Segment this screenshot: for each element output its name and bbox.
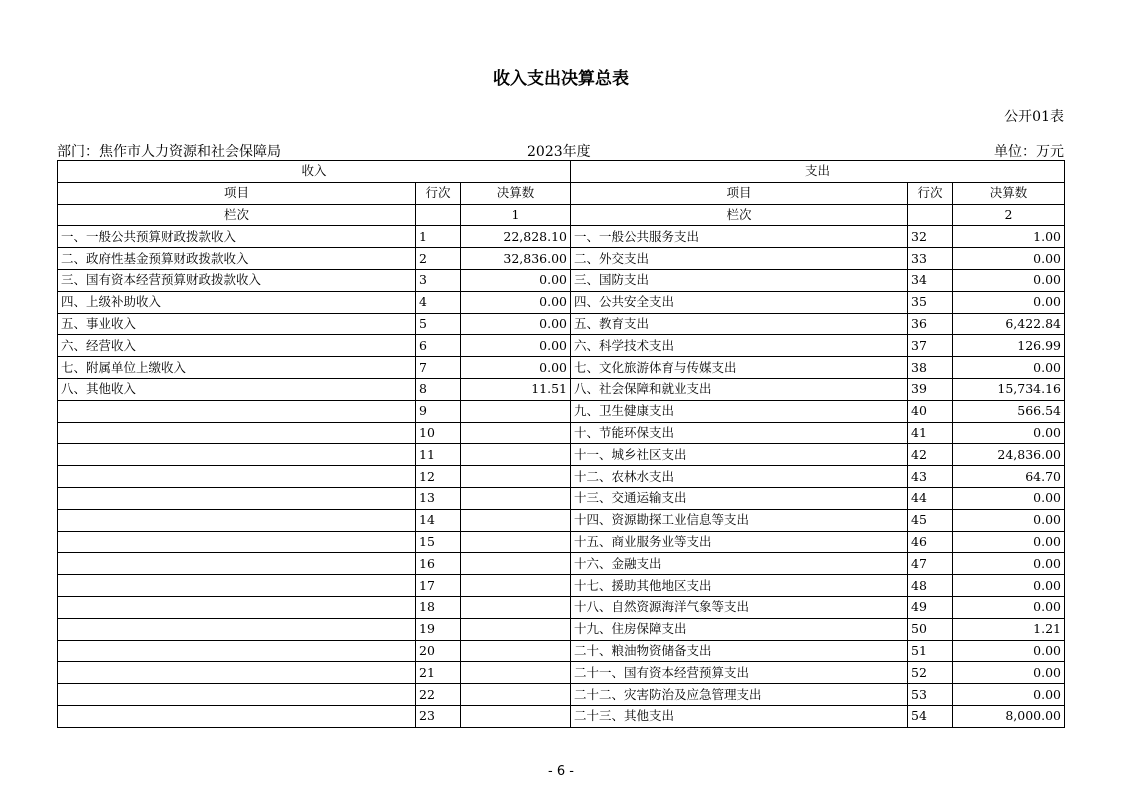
income-amount-cell: 0.00 — [461, 269, 571, 291]
income-rowno-cell: 23 — [416, 705, 461, 727]
table-row — [58, 248, 1065, 270]
expense-amount-cell: 6,422.84 — [953, 313, 1065, 335]
expense-item-cell: 二十、粮油物资储备支出 — [571, 640, 908, 662]
page-number: - 6 - — [548, 764, 574, 779]
income-amount-cell — [461, 575, 571, 597]
income-amount-cell — [461, 444, 571, 466]
expense-item-cell: 十、节能环保支出 — [571, 422, 908, 444]
expense-amount-cell: 566.54 — [953, 400, 1065, 422]
table-row — [58, 466, 1065, 488]
expense-item-cell: 二、外交支出 — [571, 248, 908, 270]
table-row — [58, 487, 1065, 509]
table-row — [58, 444, 1065, 466]
table-row — [58, 313, 1065, 335]
expense-item-cell: 十三、交通运输支出 — [571, 487, 908, 509]
income-amount-cell — [461, 662, 571, 684]
table-row — [58, 553, 1065, 575]
income-item-cell — [58, 684, 416, 706]
income-column-number: 1 — [461, 204, 571, 226]
expense-amount-cell: 0.00 — [953, 357, 1065, 379]
income-rowno-cell: 1 — [416, 226, 461, 248]
table-row — [58, 531, 1065, 553]
expense-rowno-cell: 49 — [908, 596, 953, 618]
expense-amount-cell: 0.00 — [953, 684, 1065, 706]
column-index-row — [58, 204, 1065, 226]
income-rowno-cell: 2 — [416, 248, 461, 270]
income-amount-cell: 32,836.00 — [461, 248, 571, 270]
empty-cell — [416, 204, 461, 226]
expense-amount-cell: 0.00 — [953, 531, 1065, 553]
expense-amount-cell: 1.00 — [953, 226, 1065, 248]
income-rowno-cell: 11 — [416, 444, 461, 466]
expense-amount-cell: 126.99 — [953, 335, 1065, 357]
table-row — [58, 335, 1065, 357]
table-row — [58, 575, 1065, 597]
income-item-cell — [58, 400, 416, 422]
income-amount-cell — [461, 400, 571, 422]
income-rowno-cell: 22 — [416, 684, 461, 706]
income-item-cell — [58, 509, 416, 531]
expense-rowno-cell: 41 — [908, 422, 953, 444]
expense-item-cell: 二十一、国有资本经营预算支出 — [571, 662, 908, 684]
expense-amount-cell: 0.00 — [953, 640, 1065, 662]
table-row — [58, 618, 1065, 640]
expense-rowno-cell: 37 — [908, 335, 953, 357]
expense-amount-cell: 8,000.00 — [953, 705, 1065, 727]
expense-rowno-cell: 42 — [908, 444, 953, 466]
expense-rowno-cell: 46 — [908, 531, 953, 553]
income-rowno-cell: 21 — [416, 662, 461, 684]
expense-item-cell: 十九、住房保障支出 — [571, 618, 908, 640]
income-amount-cell — [461, 684, 571, 706]
expense-amount-header: 决算数 — [953, 182, 1065, 204]
expense-item-cell: 五、教育支出 — [571, 313, 908, 335]
income-item-cell: 五、事业收入 — [58, 313, 416, 335]
income-rowno-cell: 5 — [416, 313, 461, 335]
income-item-cell: 七、附属单位上缴收入 — [58, 357, 416, 379]
column-header-row — [58, 182, 1065, 204]
income-rowno-cell: 20 — [416, 640, 461, 662]
income-item-cell — [58, 618, 416, 640]
income-amount-cell: 0.00 — [461, 313, 571, 335]
income-rowno-cell: 14 — [416, 509, 461, 531]
income-item-cell — [58, 487, 416, 509]
expense-rowno-cell: 39 — [908, 378, 953, 400]
income-amount-cell — [461, 466, 571, 488]
income-item-cell — [58, 640, 416, 662]
expense-rowno-cell: 32 — [908, 226, 953, 248]
income-rowno-header: 行次 — [416, 182, 461, 204]
income-item-cell: 四、上级补助收入 — [58, 291, 416, 313]
expense-amount-cell: 15,734.16 — [953, 378, 1065, 400]
table-row — [58, 705, 1065, 727]
expense-item-cell: 十二、农林水支出 — [571, 466, 908, 488]
income-column-label: 栏次 — [58, 204, 416, 226]
income-item-cell — [58, 553, 416, 575]
expense-rowno-cell: 38 — [908, 357, 953, 379]
expense-amount-cell: 0.00 — [953, 596, 1065, 618]
income-item-cell — [58, 705, 416, 727]
table-row — [58, 400, 1065, 422]
expense-column-number: 2 — [953, 204, 1065, 226]
expense-column-label: 栏次 — [571, 204, 908, 226]
table-row — [58, 291, 1065, 313]
income-item-cell — [58, 444, 416, 466]
expense-item-cell: 十七、援助其他地区支出 — [571, 575, 908, 597]
expense-item-cell: 七、文化旅游体育与传媒支出 — [571, 357, 908, 379]
empty-cell — [908, 204, 953, 226]
income-rowno-cell: 16 — [416, 553, 461, 575]
expense-rowno-cell: 33 — [908, 248, 953, 270]
expense-amount-cell: 64.70 — [953, 466, 1065, 488]
income-expense-table — [57, 160, 1065, 728]
expense-rowno-cell: 52 — [908, 662, 953, 684]
table-row — [58, 509, 1065, 531]
income-rowno-cell: 13 — [416, 487, 461, 509]
income-item-cell — [58, 575, 416, 597]
income-amount-cell: 0.00 — [461, 357, 571, 379]
income-amount-header: 决算数 — [461, 182, 571, 204]
department-label: 部门：焦作市人力资源和社会保障局 — [57, 144, 281, 160]
expense-rowno-cell: 47 — [908, 553, 953, 575]
expense-item-cell: 十五、商业服务业等支出 — [571, 531, 908, 553]
table-row — [58, 662, 1065, 684]
income-amount-cell: 0.00 — [461, 291, 571, 313]
table-row — [58, 684, 1065, 706]
income-amount-cell — [461, 705, 571, 727]
expense-item-cell: 八、社会保障和就业支出 — [571, 378, 908, 400]
expense-rowno-cell: 54 — [908, 705, 953, 727]
table-row — [58, 378, 1065, 400]
table-row — [58, 226, 1065, 248]
expense-amount-cell: 0.00 — [953, 662, 1065, 684]
table-row — [58, 596, 1065, 618]
table-row — [58, 357, 1065, 379]
unit-label: 单位：万元 — [994, 144, 1064, 160]
income-rowno-cell: 10 — [416, 422, 461, 444]
expense-item-cell: 十六、金融支出 — [571, 553, 908, 575]
income-item-cell: 一、一般公共预算财政拨款收入 — [58, 226, 416, 248]
income-rowno-cell: 9 — [416, 400, 461, 422]
expense-item-cell: 九、卫生健康支出 — [571, 400, 908, 422]
table-row — [58, 422, 1065, 444]
expense-item-cell: 十四、资源勘探工业信息等支出 — [571, 509, 908, 531]
income-amount-cell — [461, 596, 571, 618]
income-amount-cell: 11.51 — [461, 378, 571, 400]
expense-item-cell: 六、科学技术支出 — [571, 335, 908, 357]
income-rowno-cell: 18 — [416, 596, 461, 618]
section-header-row — [58, 161, 1065, 183]
income-item-cell — [58, 466, 416, 488]
expense-item-cell: 十八、自然资源海洋气象等支出 — [571, 596, 908, 618]
expense-item-cell: 三、国防支出 — [571, 269, 908, 291]
expense-amount-cell: 0.00 — [953, 487, 1065, 509]
expense-rowno-header: 行次 — [908, 182, 953, 204]
page-title: 收入支出决算总表 — [493, 69, 629, 89]
income-item-cell — [58, 531, 416, 553]
expense-rowno-cell: 35 — [908, 291, 953, 313]
expense-rowno-cell: 50 — [908, 618, 953, 640]
expense-rowno-cell: 40 — [908, 400, 953, 422]
expense-rowno-cell: 48 — [908, 575, 953, 597]
income-rowno-cell: 12 — [416, 466, 461, 488]
expense-rowno-cell: 45 — [908, 509, 953, 531]
income-amount-cell — [461, 487, 571, 509]
form-number: 公开01表 — [1004, 109, 1064, 125]
income-item-cell: 二、政府性基金预算财政拨款收入 — [58, 248, 416, 270]
income-amount-cell — [461, 509, 571, 531]
income-item-cell — [58, 596, 416, 618]
income-item-cell: 八、其他收入 — [58, 378, 416, 400]
income-rowno-cell: 6 — [416, 335, 461, 357]
expense-item-cell: 一、一般公共服务支出 — [571, 226, 908, 248]
income-section-header: 收入 — [58, 161, 571, 183]
expense-amount-cell: 0.00 — [953, 509, 1065, 531]
income-amount-cell — [461, 640, 571, 662]
expense-amount-cell: 0.00 — [953, 269, 1065, 291]
income-amount-cell: 22,828.10 — [461, 226, 571, 248]
expense-item-cell: 十一、城乡社区支出 — [571, 444, 908, 466]
expense-item-cell: 二十二、灾害防治及应急管理支出 — [571, 684, 908, 706]
income-item-cell — [58, 422, 416, 444]
expense-rowno-cell: 44 — [908, 487, 953, 509]
income-rowno-cell: 17 — [416, 575, 461, 597]
income-item-header: 项目 — [58, 182, 416, 204]
income-amount-cell: 0.00 — [461, 335, 571, 357]
expense-item-cell: 二十三、其他支出 — [571, 705, 908, 727]
income-amount-cell — [461, 422, 571, 444]
income-rowno-cell: 4 — [416, 291, 461, 313]
expense-section-header: 支出 — [571, 161, 1065, 183]
income-rowno-cell: 7 — [416, 357, 461, 379]
expense-rowno-cell: 36 — [908, 313, 953, 335]
expense-rowno-cell: 34 — [908, 269, 953, 291]
expense-amount-cell: 0.00 — [953, 575, 1065, 597]
expense-rowno-cell: 43 — [908, 466, 953, 488]
income-rowno-cell: 8 — [416, 378, 461, 400]
expense-item-header: 项目 — [571, 182, 908, 204]
expense-amount-cell: 24,836.00 — [953, 444, 1065, 466]
income-item-cell: 六、经营收入 — [58, 335, 416, 357]
expense-rowno-cell: 53 — [908, 684, 953, 706]
expense-rowno-cell: 51 — [908, 640, 953, 662]
table-row — [58, 640, 1065, 662]
income-rowno-cell: 19 — [416, 618, 461, 640]
expense-amount-cell: 0.00 — [953, 553, 1065, 575]
income-amount-cell — [461, 531, 571, 553]
report-meta — [57, 141, 1064, 159]
expense-amount-cell: 0.00 — [953, 291, 1065, 313]
fiscal-year: 2023年度 — [527, 144, 591, 160]
expense-amount-cell: 1.21 — [953, 618, 1065, 640]
income-item-cell — [58, 662, 416, 684]
expense-amount-cell: 0.00 — [953, 248, 1065, 270]
expense-amount-cell: 0.00 — [953, 422, 1065, 444]
table-row — [58, 269, 1065, 291]
income-amount-cell — [461, 553, 571, 575]
income-rowno-cell: 15 — [416, 531, 461, 553]
income-item-cell: 三、国有资本经营预算财政拨款收入 — [58, 269, 416, 291]
income-amount-cell — [461, 618, 571, 640]
income-rowno-cell: 3 — [416, 269, 461, 291]
expense-item-cell: 四、公共安全支出 — [571, 291, 908, 313]
